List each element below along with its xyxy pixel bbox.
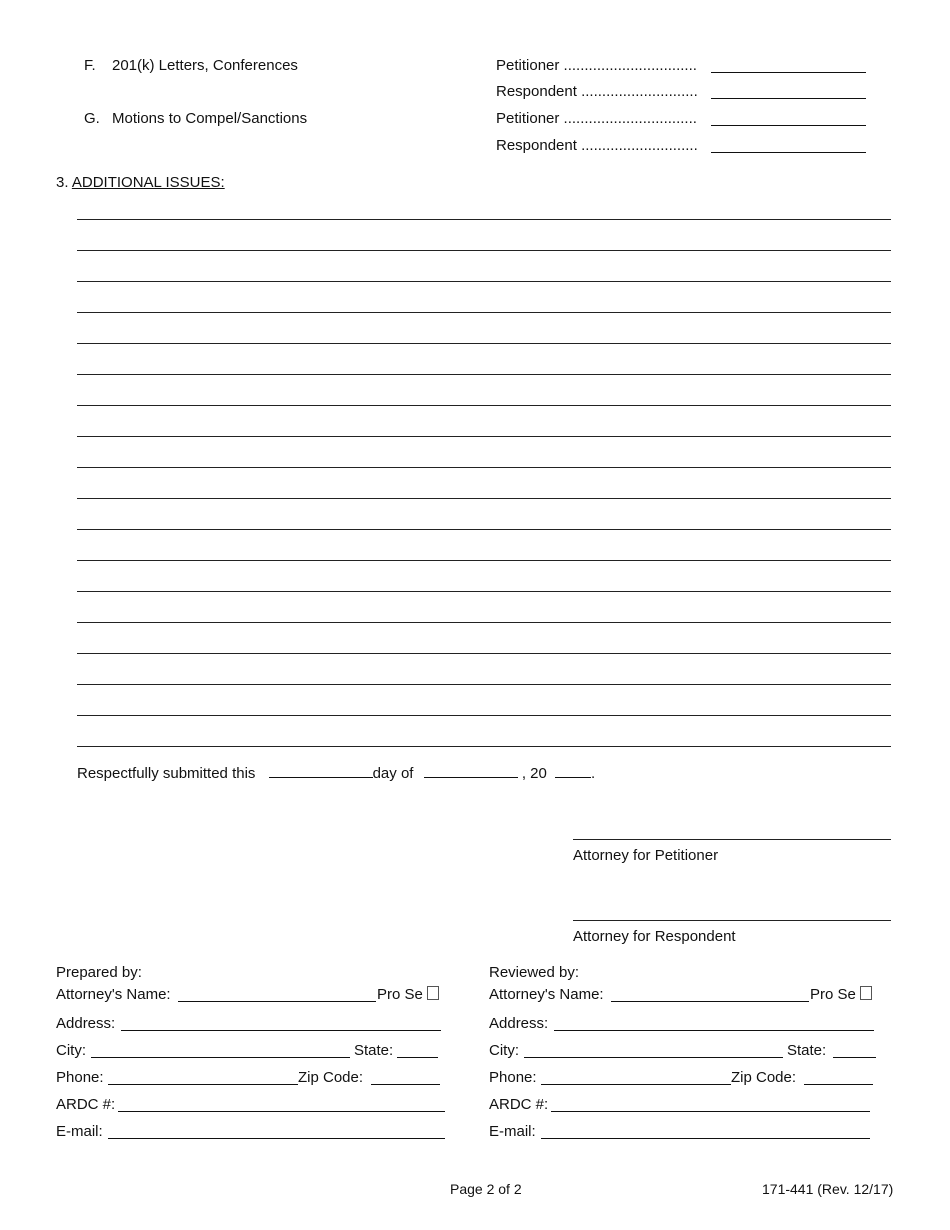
submitted-line <box>77 764 595 782</box>
item-g-petitioner-field[interactable] <box>711 125 866 126</box>
prepared-attorney-name-label: Attorney's Name: <box>56 986 171 1003</box>
item-g-petitioner-label: Petitioner ................................ <box>496 110 697 127</box>
additional-issues-line[interactable] <box>77 436 891 437</box>
prepared-city-field[interactable] <box>91 1057 350 1058</box>
reviewed-attorney-name-label: Attorney's Name: <box>489 986 604 1003</box>
prepared-ardc-label: ARDC #: <box>56 1096 116 1113</box>
reviewed-phone-label: Phone: <box>489 1069 537 1086</box>
prepared-address-label: Address: <box>56 1015 116 1032</box>
prepared-pro-se-checkbox[interactable] <box>427 986 439 1000</box>
respondent-signature-line[interactable] <box>573 920 891 921</box>
prepared-email-label: E-mail: <box>56 1123 103 1140</box>
additional-issues-line[interactable] <box>77 219 891 220</box>
form-number: 171-441 (Rev. 12/17) <box>762 1181 894 1197</box>
submitted-year-field[interactable] <box>555 764 591 778</box>
item-g-letter: G. <box>84 110 100 127</box>
item-g-label: Motions to Compel/Sanctions <box>112 110 308 127</box>
reviewed-pro-se-checkbox[interactable] <box>860 986 872 1000</box>
reviewed-ardc-label: ARDC #: <box>489 1096 549 1113</box>
prepared-zip-field[interactable] <box>371 1084 440 1085</box>
item-g-respondent-label: Respondent ............................ <box>496 137 698 154</box>
item-f-respondent-label: Respondent ............................ <box>496 83 698 100</box>
petitioner-signature-line[interactable] <box>573 839 891 840</box>
reviewed-heading: Reviewed by: <box>489 964 580 981</box>
item-f-petitioner-label: Petitioner ................................ <box>496 57 697 74</box>
submitted-day-field[interactable] <box>269 764 373 778</box>
prepared-city-label: City: <box>56 1042 86 1059</box>
prepared-state-label: State: <box>354 1042 394 1059</box>
prepared-attorney-name-field[interactable] <box>178 1001 376 1002</box>
item-f-label: 201(k) Letters, Conferences <box>112 57 298 74</box>
additional-issues-line[interactable] <box>77 529 891 530</box>
additional-issues-line[interactable] <box>77 281 891 282</box>
reviewed-address-field[interactable] <box>554 1030 874 1031</box>
prepared-phone-field[interactable] <box>108 1084 298 1085</box>
reviewed-zip-field[interactable] <box>804 1084 873 1085</box>
prepared-zip-label: Zip Code: <box>298 1069 364 1086</box>
prepared-address-field[interactable] <box>121 1030 441 1031</box>
additional-issues-line[interactable] <box>77 684 891 685</box>
prepared-heading: Prepared by: <box>56 964 142 981</box>
item-f-petitioner-field[interactable] <box>711 72 866 73</box>
additional-issues-line[interactable] <box>77 467 891 468</box>
reviewed-phone-field[interactable] <box>541 1084 731 1085</box>
submitted-day-of: day of <box>372 765 414 782</box>
reviewed-zip-label: Zip Code: <box>731 1069 797 1086</box>
respondent-signature-label: Attorney for Respondent <box>573 928 736 945</box>
reviewed-city-label: City: <box>489 1042 519 1059</box>
reviewed-email-label: E-mail: <box>489 1123 536 1140</box>
submitted-prefix: Respectfully submitted this <box>77 765 256 782</box>
reviewed-address-label: Address: <box>489 1015 549 1032</box>
additional-issues-line[interactable] <box>77 498 891 499</box>
petitioner-signature-label: Attorney for Petitioner <box>573 847 719 864</box>
reviewed-city-field[interactable] <box>524 1057 783 1058</box>
submitted-year-prefix: , 20 <box>521 765 547 782</box>
prepared-state-field[interactable] <box>397 1057 438 1058</box>
prepared-email-field[interactable] <box>108 1138 445 1139</box>
additional-issues-line[interactable] <box>77 746 891 747</box>
additional-issues-line[interactable] <box>77 405 891 406</box>
additional-issues-line[interactable] <box>77 250 891 251</box>
additional-issues-line[interactable] <box>77 622 891 623</box>
additional-issues-line[interactable] <box>77 715 891 716</box>
reviewed-pro-se: Pro Se <box>810 986 872 1003</box>
additional-issues-line[interactable] <box>77 312 891 313</box>
reviewed-state-field[interactable] <box>833 1057 876 1058</box>
reviewed-email-field[interactable] <box>541 1138 870 1139</box>
additional-issues-line[interactable] <box>77 560 891 561</box>
page-number: Page 2 of 2 <box>450 1181 522 1197</box>
item-f-letter: F. <box>84 57 96 74</box>
prepared-ardc-field[interactable] <box>118 1111 445 1112</box>
prepared-pro-se: Pro Se <box>377 986 439 1003</box>
additional-issues-line[interactable] <box>77 343 891 344</box>
additional-issues-line[interactable] <box>77 591 891 592</box>
section-3-heading: 3. ADDITIONAL ISSUES: <box>56 174 225 191</box>
submitted-month-field[interactable] <box>424 764 518 778</box>
reviewed-ardc-field[interactable] <box>551 1111 870 1112</box>
prepared-phone-label: Phone: <box>56 1069 104 1086</box>
additional-issues-line[interactable] <box>77 653 891 654</box>
item-f-respondent-field[interactable] <box>711 98 866 99</box>
reviewed-attorney-name-field[interactable] <box>611 1001 809 1002</box>
item-g-respondent-field[interactable] <box>711 152 866 153</box>
reviewed-state-label: State: <box>787 1042 827 1059</box>
additional-issues-line[interactable] <box>77 374 891 375</box>
submitted-period: . <box>591 765 596 782</box>
